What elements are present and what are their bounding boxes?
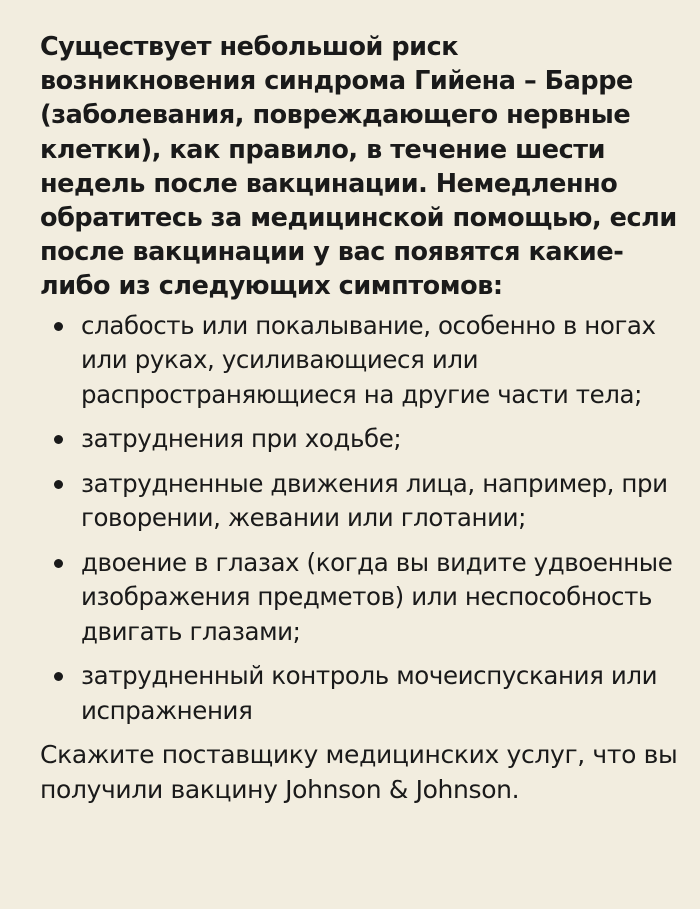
symptom-text: затруднения при ходьбе; bbox=[81, 424, 402, 454]
bullet-icon bbox=[54, 559, 63, 568]
symptom-text: слабость или покалывание, особенно в ногах или руках, усиливающиеся или распространяющиеся на другие части тела; bbox=[81, 310, 656, 409]
list-item bbox=[40, 309, 678, 413]
bullet-icon bbox=[54, 322, 63, 331]
closing-paragraph: Скажите поставщику медицинских услуг, что вы получили вакцину Johnson & Johnson. bbox=[40, 740, 678, 804]
list-item bbox=[40, 422, 678, 457]
bullet-icon bbox=[54, 480, 63, 489]
bullet-icon bbox=[54, 672, 63, 681]
symptom-text: двоение в глазах (когда вы видите удвоенные изображения предметов) или неспособность двигать глазами; bbox=[81, 547, 673, 646]
list-item bbox=[40, 659, 678, 728]
symptom-text: затрудненные движения лица, например, при говорении, жевании или глотании; bbox=[81, 468, 668, 533]
symptoms-list bbox=[40, 309, 678, 729]
warning-paragraph: Существует небольшой риск возникновения синдрома Гийена – Барре (заболевания, повреждающего нервные клетки), как правило, в течение шести недель после вакцинации. Немедленно обратитесь за медицинской помощью, если после вакцинации у вас появятся какие-либо из следующих симптомов: bbox=[40, 32, 677, 302]
list-item bbox=[40, 467, 678, 536]
symptom-text: затрудненный контроль мочеиспускания или испражнения bbox=[81, 661, 658, 725]
bullet-icon bbox=[54, 435, 63, 444]
list-item bbox=[40, 546, 678, 650]
